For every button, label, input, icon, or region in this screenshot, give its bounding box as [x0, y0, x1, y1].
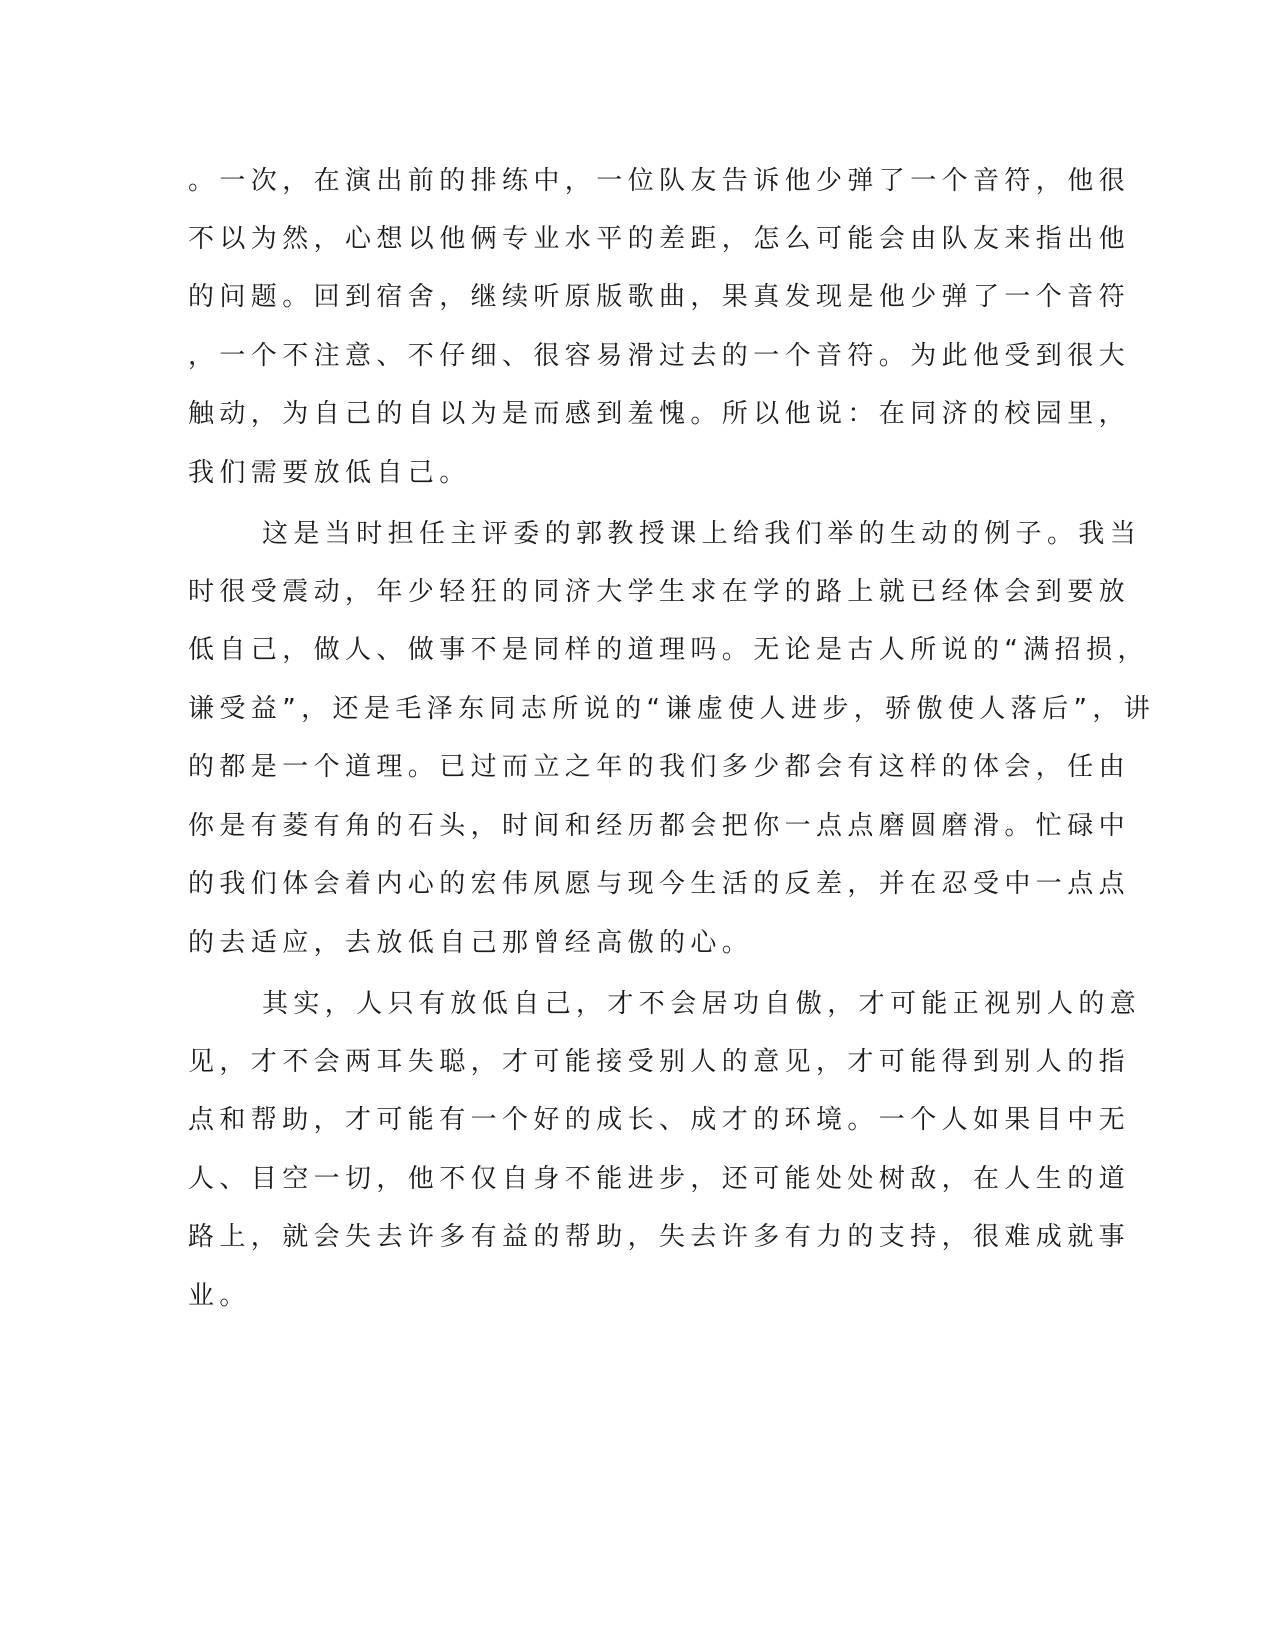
- text-line-10: 谦受益”，还是毛泽东同志所说的“谦虚使人进步，骄傲使人落后”，讲: [188, 694, 1156, 724]
- text-line-12: 你是有菱有角的石头，时间和经历都会把你一点点磨圆磨滑。忙碌中: [188, 811, 1131, 841]
- text-line-15: 其实，人只有放低自己，才不会居功自傲，才可能正视别人的意: [262, 989, 1142, 1019]
- text-line-13: 的我们体会着内心的宏伟夙愿与现今生活的反差，并在忍受中一点点: [188, 869, 1131, 899]
- text-line-5: 触动，为自己的自以为是而感到羞愧。所以他说：在同济的校园里，: [188, 399, 1131, 429]
- text-line-3: 的问题。回到宿舍，继续听原版歌曲，果真发现是他少弹了一个音符: [188, 282, 1131, 312]
- text-line-9: 低自己，做人、做事不是同样的道理吗。无论是古人所说的“满招损，: [188, 635, 1149, 665]
- text-line-20: 业。: [188, 1281, 251, 1311]
- text-line-17: 点和帮助，才可能有一个好的成长、成才的环境。一个人如果目中无: [188, 1105, 1131, 1135]
- text-line-19: 路上，就会失去许多有益的帮助，失去许多有力的支持，很难成就事: [188, 1222, 1131, 1252]
- text-line-11: 的都是一个道理。已过而立之年的我们多少都会有这样的体会，任由: [188, 752, 1131, 782]
- text-line-8: 时很受震动，年少轻狂的同济大学生求在学的路上就已经体会到要放: [188, 577, 1131, 607]
- text-line-18: 人、目空一切，他不仅自身不能进步，还可能处处树敌，在人生的道: [188, 1164, 1131, 1194]
- text-line-7: 这是当时担任主评委的郭教授课上给我们举的生动的例子。我当: [262, 519, 1142, 549]
- text-line-6: 我们需要放低自己。: [188, 458, 471, 488]
- text-line-4: ，一个不注意、不仔细、很容易滑过去的一个音符。为此他受到很大: [188, 341, 1131, 371]
- text-line-1: 。一次，在演出前的排练中，一位队友告诉他少弹了一个音符，他很: [188, 166, 1131, 196]
- text-line-2: 不以为然，心想以他俩专业水平的差距，怎么可能会由队友来指出他: [188, 224, 1131, 254]
- text-line-14: 的去适应，去放低自己那曾经高傲的心。: [188, 928, 754, 958]
- text-line-16: 见，才不会两耳失聪，才可能接受别人的意见，才可能得到别人的指: [188, 1047, 1131, 1077]
